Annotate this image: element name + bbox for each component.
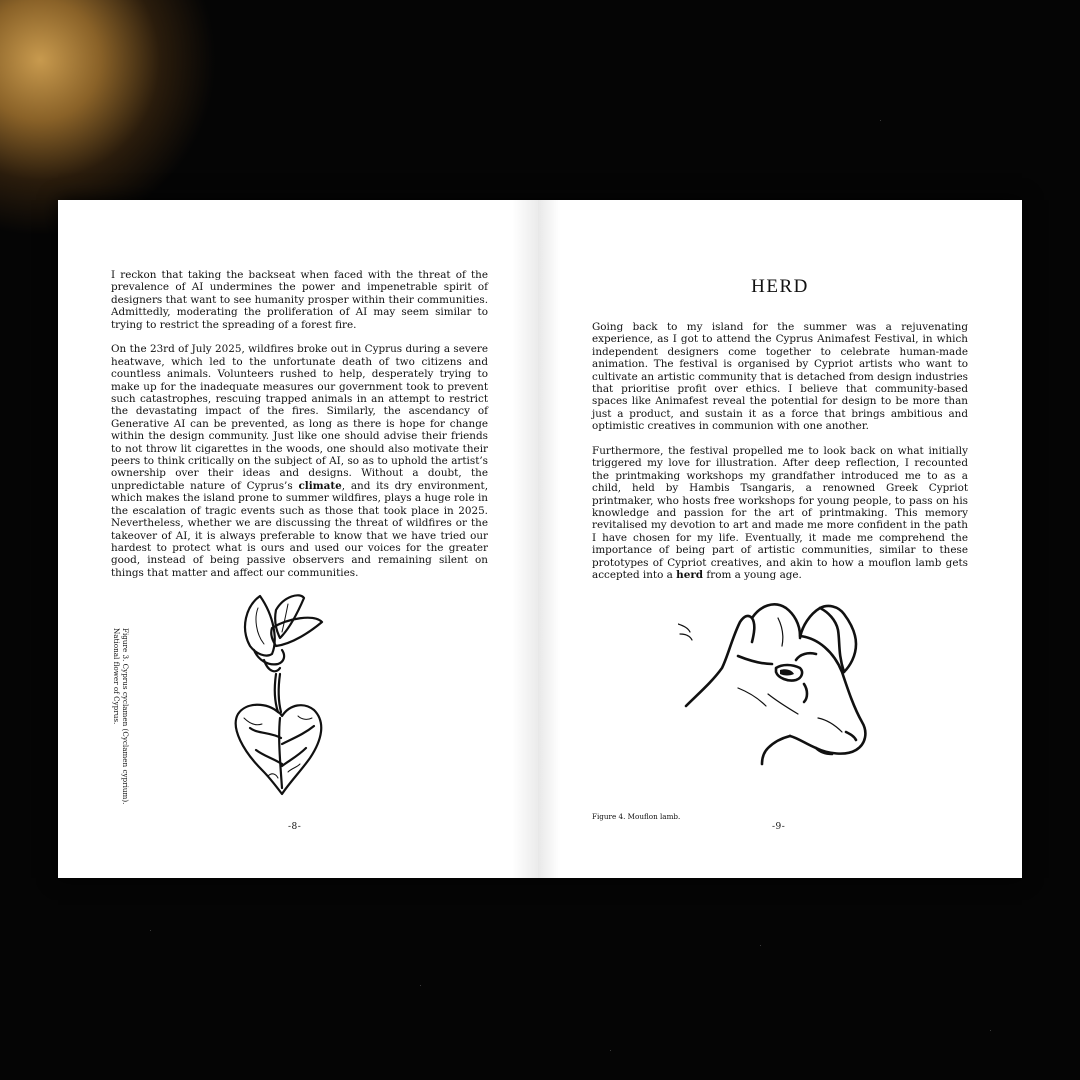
- figure-4-caption: Figure 4. Mouflon lamb.: [592, 812, 681, 821]
- gutter-shadow: [512, 200, 538, 878]
- text-run: Furthermore, the festival propelled me to look back on what initially triggered my love for illustration. After deep reflection, I recounted the printmaking workshops my grandfather introduced me to as a child, held by Hambis Tsangaris, a renowned Greek Cypriot printmaker, who hosts free workshops for young people, to pass on his knowledge and passion for the art of printmaking. This memory revitalised my devotion to art and made me more confident in the path I have chosen for my life. Eventually, it made me comprehend the importance of being part of artistic communities, similar to these prototypes of Cypriot creatives, and akin to how a mouflon lamb gets accepted into a: [592, 445, 968, 582]
- text-run: I reckon that taking the backseat when faced with the threat of the prevalence of AI undermines the power and impenetrable spirit of designers that want to see humanity prosper within their communities. Admittedly, moderating the proliferation of AI may seem similar to trying to restrict the spreading of a forest fire.: [111, 269, 488, 331]
- dust-speck: [760, 945, 761, 946]
- bold-keyword: climate: [298, 479, 342, 492]
- page-number: -8-: [288, 822, 302, 832]
- right-body-text: [592, 321, 968, 594]
- page-number: -9-: [772, 822, 786, 832]
- paragraph: [111, 343, 488, 579]
- dust-speck: [990, 1030, 991, 1031]
- paragraph: [592, 321, 968, 433]
- cyclamen-illustration: [228, 588, 328, 818]
- gutter-shadow: [538, 200, 560, 878]
- cyclamen-icon: [228, 588, 328, 818]
- paragraph: [592, 445, 968, 581]
- left-page: [58, 200, 538, 878]
- bold-keyword: herd: [676, 569, 704, 582]
- text-run: from a young age.: [703, 569, 802, 582]
- book-spread: [58, 200, 1022, 878]
- text-run: On the 23rd of July 2025, wildfires broke out in Cyprus during a severe heatwave, which led to the unfortunate death of two citizens and countless animals. Volunteers rushed to help, desperately trying to make up for the inadequate measures our government took to prevent such catastrophes, rescuing trapped animals in an attempt to restrict the devastating impact of the fires. Similarly, the ascendancy of Generative AI can be prevented, as long as there is hope for change within the design community. Just like one should advise their friends to not throw lit cigarettes in the woods, one should also motivate their peers to think critically on the subject of AI, so as to uphold the artist’s ownership over their ideas and designs. Without a doubt, the unpredictable nature of Cyprus’s: [111, 343, 488, 492]
- text-run: Going back to my island for the summer was a rejuvenating experience, as I got to attend the Cyprus Animafest Festival, in which independent designers come together to celebrate human-made animation. The festival is organised by Cypriot artists who want to cultivate an artistic community that is detached from design industries that prioritise profit over ethics. I believe that community-based spaces like Animafest reveal the potential for design to be more than just a product, and sustain it as a force that brings ambitious and optimistic creatives in communion with one another.: [592, 321, 968, 433]
- mouflon-lamb-illustration: [678, 598, 893, 768]
- dust-speck: [610, 1050, 611, 1051]
- section-heading: HERD: [751, 276, 809, 297]
- dust-speck: [420, 985, 421, 986]
- text-run: , and its dry environment, which makes the island prone to summer wildfires, plays a huge role in the escalation of tragic events such as those that took place in 2025. Nevertheless, whether we are discussing the threat of wildfires or the takeover of AI, it is always preferable to know that we have tried our hardest to protect what is ours and used our voices for the greater good, instead of being passive observers and remaining silent on things that matter and affect our communities.: [111, 479, 488, 579]
- dust-speck: [880, 120, 881, 121]
- left-body-text: [111, 269, 488, 592]
- figure-3-caption: [112, 628, 130, 808]
- caption-line: National flower of Cyprus.: [112, 628, 121, 725]
- mouflon-lamb-icon: [678, 598, 893, 768]
- paragraph: [111, 269, 488, 331]
- caption-line: Figure 3. Cyprus cyclamen (Cyclamen cyprium).: [121, 628, 130, 805]
- dust-speck: [150, 930, 151, 931]
- right-page: [538, 200, 1022, 878]
